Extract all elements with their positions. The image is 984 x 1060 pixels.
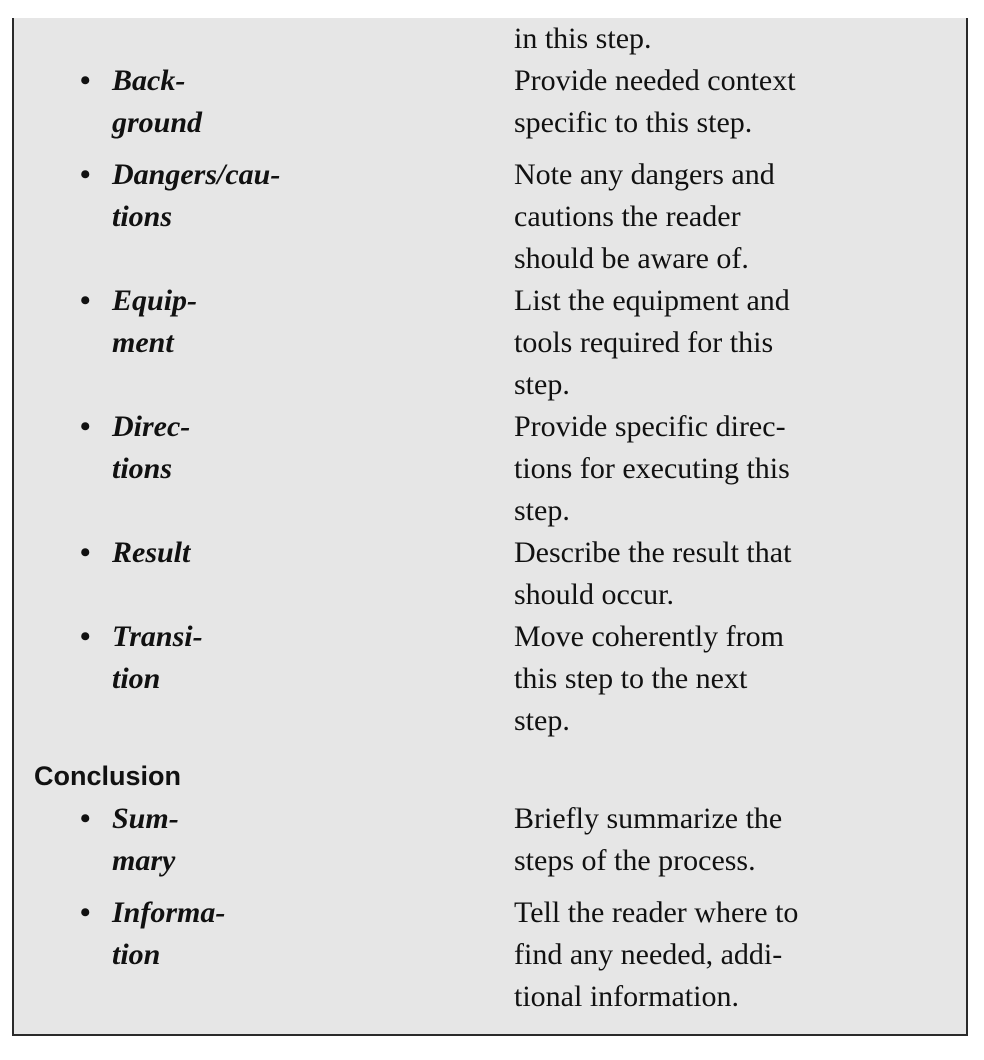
desc-line: steps of the process. <box>514 844 756 877</box>
term-information <box>112 892 342 976</box>
term-equipment <box>112 280 342 364</box>
desc-line: cautions the reader <box>514 200 741 233</box>
desc-result <box>514 532 954 616</box>
term-line: ground <box>112 106 203 139</box>
desc-line: this step to the next <box>514 662 748 695</box>
desc-equipment <box>514 280 954 406</box>
desc-line: step. <box>514 368 570 401</box>
desc-information <box>514 892 954 1018</box>
bullet: • <box>80 64 91 97</box>
desc-dangers-cautions <box>514 154 954 280</box>
term-line: Back- <box>112 64 186 97</box>
bullet: • <box>80 284 91 317</box>
desc-transition <box>514 616 954 742</box>
term-line: Dangers/cau- <box>112 158 281 191</box>
desc-line: Note any dangers and <box>514 158 775 191</box>
term-line: tion <box>112 662 161 695</box>
conclusion-heading: Conclusion <box>34 761 181 791</box>
bullet: • <box>80 620 91 653</box>
term-line: mary <box>112 844 176 877</box>
term-line: Informa- <box>112 896 226 929</box>
top-fragment-text: in this step. <box>514 22 652 55</box>
desc-line: Tell the reader where to <box>514 896 799 929</box>
desc-line: tools required for this <box>514 326 774 359</box>
desc-line: Provide needed context <box>514 64 796 97</box>
term-line: Result <box>112 536 191 569</box>
term-line: tion <box>112 938 161 971</box>
term-line: Sum- <box>112 802 179 835</box>
bullet: • <box>80 410 91 443</box>
desc-line: step. <box>514 494 570 527</box>
term-summary <box>112 798 342 882</box>
desc-line: Briefly summarize the <box>514 802 783 835</box>
bullet: • <box>80 536 91 569</box>
top-fragment <box>514 18 954 60</box>
bullet: • <box>80 802 91 835</box>
term-line: tions <box>112 200 173 233</box>
desc-line: find any needed, addi- <box>514 938 783 971</box>
document-panel <box>12 18 968 1036</box>
desc-line: specific to this step. <box>514 106 753 139</box>
term-transition <box>112 616 342 700</box>
desc-line: step. <box>514 704 570 737</box>
desc-summary <box>514 798 954 882</box>
term-directions <box>112 406 342 490</box>
bullet: • <box>80 896 91 929</box>
term-line: ment <box>112 326 174 359</box>
bullet: • <box>80 158 91 191</box>
term-line: Transi- <box>112 620 203 653</box>
desc-line: Describe the result that <box>514 536 792 569</box>
desc-line: should be aware of. <box>514 242 749 275</box>
desc-line: tions for executing this <box>514 452 790 485</box>
desc-line: Move coherently from <box>514 620 784 653</box>
desc-line: List the equipment and <box>514 284 790 317</box>
term-line: Equip- <box>112 284 198 317</box>
desc-background <box>514 60 954 144</box>
desc-line: Provide specific direc- <box>514 410 786 443</box>
desc-line: should occur. <box>514 578 674 611</box>
term-dangers-cautions <box>112 154 342 238</box>
term-background <box>112 60 342 144</box>
term-line: Direc- <box>112 410 191 443</box>
desc-line: tional information. <box>514 980 739 1013</box>
desc-directions <box>514 406 954 532</box>
term-line: tions <box>112 452 173 485</box>
term-result <box>112 532 342 574</box>
